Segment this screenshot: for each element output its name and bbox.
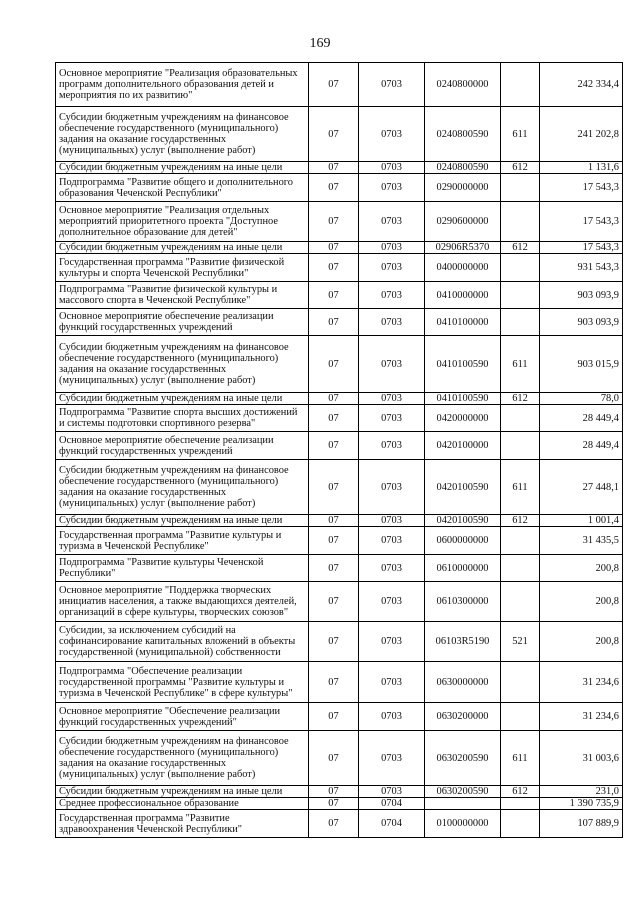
- row-subsection-code: 0703: [359, 786, 425, 798]
- row-target-article-code: 0630200590: [425, 731, 501, 786]
- row-amount: 17 543,3: [540, 174, 623, 202]
- row-name: Субсидии бюджетным учреждениям на иные цели: [56, 515, 309, 527]
- table-row: [56, 703, 623, 731]
- row-subsection-code: 0703: [359, 432, 425, 460]
- table-row: [56, 460, 623, 515]
- row-name: Подпрограмма "Развитие физической культуры и массового спорта в Чеченской Республике": [56, 282, 309, 309]
- row-target-article-code: 02906R5370: [425, 242, 501, 254]
- row-name: Подпрограмма "Развитие общего и дополнительного образования Чеченской Республики": [56, 174, 309, 202]
- row-subsection-code: 0703: [359, 393, 425, 405]
- table-row: [56, 242, 623, 254]
- row-target-article-code: 0410100590: [425, 393, 501, 405]
- row-section-code: 07: [309, 405, 359, 432]
- row-target-article-code: 0400000000: [425, 254, 501, 282]
- row-subsection-code: 0703: [359, 254, 425, 282]
- row-target-article-code: 0420000000: [425, 405, 501, 432]
- row-expense-type-code: 611: [501, 731, 540, 786]
- row-target-article-code: 0630000000: [425, 662, 501, 703]
- table-row: [56, 810, 623, 838]
- table-row: [56, 282, 623, 309]
- row-subsection-code: 0704: [359, 798, 425, 810]
- row-amount: 27 448,1: [540, 460, 623, 515]
- row-name: Субсидии бюджетным учреждениям на иные цели: [56, 786, 309, 798]
- row-subsection-code: 0703: [359, 162, 425, 174]
- row-name: Государственная программа "Развитие здравоохранения Чеченской Республики": [56, 810, 309, 838]
- row-amount: 241 202,8: [540, 107, 623, 162]
- row-subsection-code: 0703: [359, 309, 425, 336]
- table-row: [56, 662, 623, 703]
- row-name: Субсидии бюджетным учреждениям на иные цели: [56, 162, 309, 174]
- row-name: Основное мероприятие "Реализация отдельных мероприятий приоритетного проекта "Доступное дополнительное образование для детей": [56, 202, 309, 242]
- row-expense-type-code: [501, 703, 540, 731]
- row-expense-type-code: 611: [501, 336, 540, 393]
- row-section-code: 07: [309, 731, 359, 786]
- row-section-code: 07: [309, 242, 359, 254]
- row-expense-type-code: 611: [501, 107, 540, 162]
- row-section-code: 07: [309, 336, 359, 393]
- row-subsection-code: 0703: [359, 336, 425, 393]
- row-name: Субсидии, за исключением субсидий на софинансирование капитальных вложений в объекты государственной (муниципальной) собственности: [56, 622, 309, 662]
- row-expense-type-code: [501, 555, 540, 582]
- row-name: Подпрограмма "Развитие культуры Чеченской Республики": [56, 555, 309, 582]
- row-expense-type-code: 612: [501, 242, 540, 254]
- row-name: Основное мероприятие обеспечение реализации функций государственных учреждений: [56, 309, 309, 336]
- row-subsection-code: 0703: [359, 242, 425, 254]
- row-subsection-code: 0703: [359, 174, 425, 202]
- row-amount: 17 543,3: [540, 242, 623, 254]
- row-section-code: 07: [309, 582, 359, 622]
- row-name: Основное мероприятие "Поддержка творческих инициатив населения, а также выдающихся деятелей, организаций в сфере культуры, творческих союзов": [56, 582, 309, 622]
- table-row: [56, 336, 623, 393]
- row-section-code: 07: [309, 662, 359, 703]
- budget-table: [55, 62, 623, 838]
- row-target-article-code: 0420100590: [425, 515, 501, 527]
- row-name: Государственная программа "Развитие культуры и туризма в Чеченской Республике": [56, 527, 309, 555]
- row-subsection-code: 0703: [359, 282, 425, 309]
- row-target-article-code: 0100000000: [425, 810, 501, 838]
- table-row: [56, 254, 623, 282]
- row-section-code: 07: [309, 393, 359, 405]
- row-section-code: 07: [309, 515, 359, 527]
- row-target-article-code: 0630200000: [425, 703, 501, 731]
- row-name: Подпрограмма "Обеспечение реализации государственной программы "Развитие культуры и туризма в Чеченской Республике" в сфере культуры": [56, 662, 309, 703]
- table-row: [56, 405, 623, 432]
- table-row: [56, 798, 623, 810]
- row-name: Субсидии бюджетным учреждениям на иные цели: [56, 242, 309, 254]
- row-name: Субсидии бюджетным учреждениям на финансовое обеспечение государственного (муниципального) задания на оказание государственных (муниципальных) услуг (выполнение работ): [56, 107, 309, 162]
- row-section-code: 07: [309, 174, 359, 202]
- row-expense-type-code: [501, 63, 540, 107]
- row-subsection-code: 0703: [359, 460, 425, 515]
- row-target-article-code: 0290000000: [425, 174, 501, 202]
- row-expense-type-code: [501, 282, 540, 309]
- row-target-article-code: 0240800000: [425, 63, 501, 107]
- row-expense-type-code: [501, 527, 540, 555]
- row-subsection-code: 0703: [359, 582, 425, 622]
- row-amount: 31 003,6: [540, 731, 623, 786]
- row-target-article-code: 0240800590: [425, 162, 501, 174]
- row-name: Основное мероприятие "Обеспечение реализации функций государственных учреждений": [56, 703, 309, 731]
- row-target-article-code: 0410100000: [425, 309, 501, 336]
- row-name: Подпрограмма "Развитие спорта высших достижений и системы подготовки спортивного резерва": [56, 405, 309, 432]
- table-row: [56, 582, 623, 622]
- row-target-article-code: 0610000000: [425, 555, 501, 582]
- row-section-code: 07: [309, 703, 359, 731]
- row-amount: 931 543,3: [540, 254, 623, 282]
- row-amount: 17 543,3: [540, 202, 623, 242]
- table-row: [56, 63, 623, 107]
- row-name: Субсидии бюджетным учреждениям на финансовое обеспечение государственного (муниципального) задания на оказание государственных (муниципальных) услуг (выполнение работ): [56, 460, 309, 515]
- row-target-article-code: 0600000000: [425, 527, 501, 555]
- row-target-article-code: 0410000000: [425, 282, 501, 309]
- row-target-article-code: 0410100590: [425, 336, 501, 393]
- row-target-article-code: 0420100000: [425, 432, 501, 460]
- row-subsection-code: 0703: [359, 515, 425, 527]
- row-subsection-code: 0703: [359, 107, 425, 162]
- row-name: Государственная программа "Развитие физической культуры и спорта Чеченской Республики": [56, 254, 309, 282]
- table-row: [56, 786, 623, 798]
- row-name: Основное мероприятие обеспечение реализации функций государственных учреждений: [56, 432, 309, 460]
- row-amount: 200,8: [540, 555, 623, 582]
- row-section-code: 07: [309, 309, 359, 336]
- table-row: [56, 162, 623, 174]
- row-subsection-code: 0703: [359, 731, 425, 786]
- row-expense-type-code: 612: [501, 162, 540, 174]
- row-subsection-code: 0703: [359, 703, 425, 731]
- row-amount: 1 001,4: [540, 515, 623, 527]
- row-amount: 28 449,4: [540, 405, 623, 432]
- row-subsection-code: 0703: [359, 555, 425, 582]
- table-row: [56, 393, 623, 405]
- row-section-code: 07: [309, 786, 359, 798]
- row-section-code: 07: [309, 254, 359, 282]
- row-subsection-code: 0704: [359, 810, 425, 838]
- table-row: [56, 107, 623, 162]
- table-row: [56, 555, 623, 582]
- row-name: Основное мероприятие "Реализация образовательных программ дополнительного образования детей и мероприятия по их развитию": [56, 63, 309, 107]
- page-number: 169: [309, 36, 331, 51]
- row-section-code: 07: [309, 107, 359, 162]
- row-section-code: 07: [309, 432, 359, 460]
- row-name: Среднее профессиональное образование: [56, 798, 309, 810]
- row-amount: 1 390 735,9: [540, 798, 623, 810]
- row-target-article-code: 0290600000: [425, 202, 501, 242]
- row-amount: 28 449,4: [540, 432, 623, 460]
- row-expense-type-code: [501, 582, 540, 622]
- row-name: Субсидии бюджетным учреждениям на иные цели: [56, 393, 309, 405]
- row-section-code: 07: [309, 798, 359, 810]
- row-section-code: 07: [309, 527, 359, 555]
- row-expense-type-code: 611: [501, 460, 540, 515]
- row-expense-type-code: 612: [501, 393, 540, 405]
- row-amount: 231,0: [540, 786, 623, 798]
- row-amount: 200,8: [540, 582, 623, 622]
- row-amount: 1 131,6: [540, 162, 623, 174]
- row-expense-type-code: [501, 810, 540, 838]
- row-subsection-code: 0703: [359, 527, 425, 555]
- row-target-article-code: [425, 798, 501, 810]
- row-expense-type-code: [501, 432, 540, 460]
- row-expense-type-code: [501, 662, 540, 703]
- row-amount: 31 234,6: [540, 703, 623, 731]
- row-section-code: 07: [309, 202, 359, 242]
- row-amount: 903 015,9: [540, 336, 623, 393]
- row-amount: 903 093,9: [540, 282, 623, 309]
- row-subsection-code: 0703: [359, 622, 425, 662]
- table-row: [56, 309, 623, 336]
- row-subsection-code: 0703: [359, 202, 425, 242]
- row-amount: 107 889,9: [540, 810, 623, 838]
- row-amount: 31 234,6: [540, 662, 623, 703]
- table-row: [56, 432, 623, 460]
- row-amount: 242 334,4: [540, 63, 623, 107]
- row-name: Субсидии бюджетным учреждениям на финансовое обеспечение государственного (муниципального) задания на оказание государственных (муниципальных) услуг (выполнение работ): [56, 731, 309, 786]
- row-section-code: 07: [309, 555, 359, 582]
- row-expense-type-code: [501, 405, 540, 432]
- row-name: Субсидии бюджетным учреждениям на финансовое обеспечение государственного (муниципального) задания на оказание государственных (муниципальных) услуг (выполнение работ): [56, 336, 309, 393]
- row-expense-type-code: [501, 254, 540, 282]
- row-expense-type-code: 612: [501, 786, 540, 798]
- row-section-code: 07: [309, 162, 359, 174]
- row-section-code: 07: [309, 810, 359, 838]
- table-row: [56, 622, 623, 662]
- table-row: [56, 515, 623, 527]
- row-expense-type-code: [501, 174, 540, 202]
- table-row: [56, 202, 623, 242]
- row-amount: 31 435,5: [540, 527, 623, 555]
- table-row: [56, 731, 623, 786]
- row-section-code: 07: [309, 282, 359, 309]
- row-subsection-code: 0703: [359, 405, 425, 432]
- table-row: [56, 527, 623, 555]
- budget-table-body: [56, 63, 623, 838]
- row-expense-type-code: [501, 798, 540, 810]
- row-amount: 200,8: [540, 622, 623, 662]
- row-amount: 903 093,9: [540, 309, 623, 336]
- row-expense-type-code: 521: [501, 622, 540, 662]
- row-target-article-code: 0610300000: [425, 582, 501, 622]
- row-amount: 78,0: [540, 393, 623, 405]
- row-target-article-code: 0630200590: [425, 786, 501, 798]
- row-expense-type-code: 612: [501, 515, 540, 527]
- row-section-code: 07: [309, 622, 359, 662]
- row-section-code: 07: [309, 460, 359, 515]
- row-expense-type-code: [501, 309, 540, 336]
- row-subsection-code: 0703: [359, 63, 425, 107]
- row-subsection-code: 0703: [359, 662, 425, 703]
- row-target-article-code: 0240800590: [425, 107, 501, 162]
- row-section-code: 07: [309, 63, 359, 107]
- row-target-article-code: 06103R5190: [425, 622, 501, 662]
- row-target-article-code: 0420100590: [425, 460, 501, 515]
- table-row: [56, 174, 623, 202]
- row-expense-type-code: [501, 202, 540, 242]
